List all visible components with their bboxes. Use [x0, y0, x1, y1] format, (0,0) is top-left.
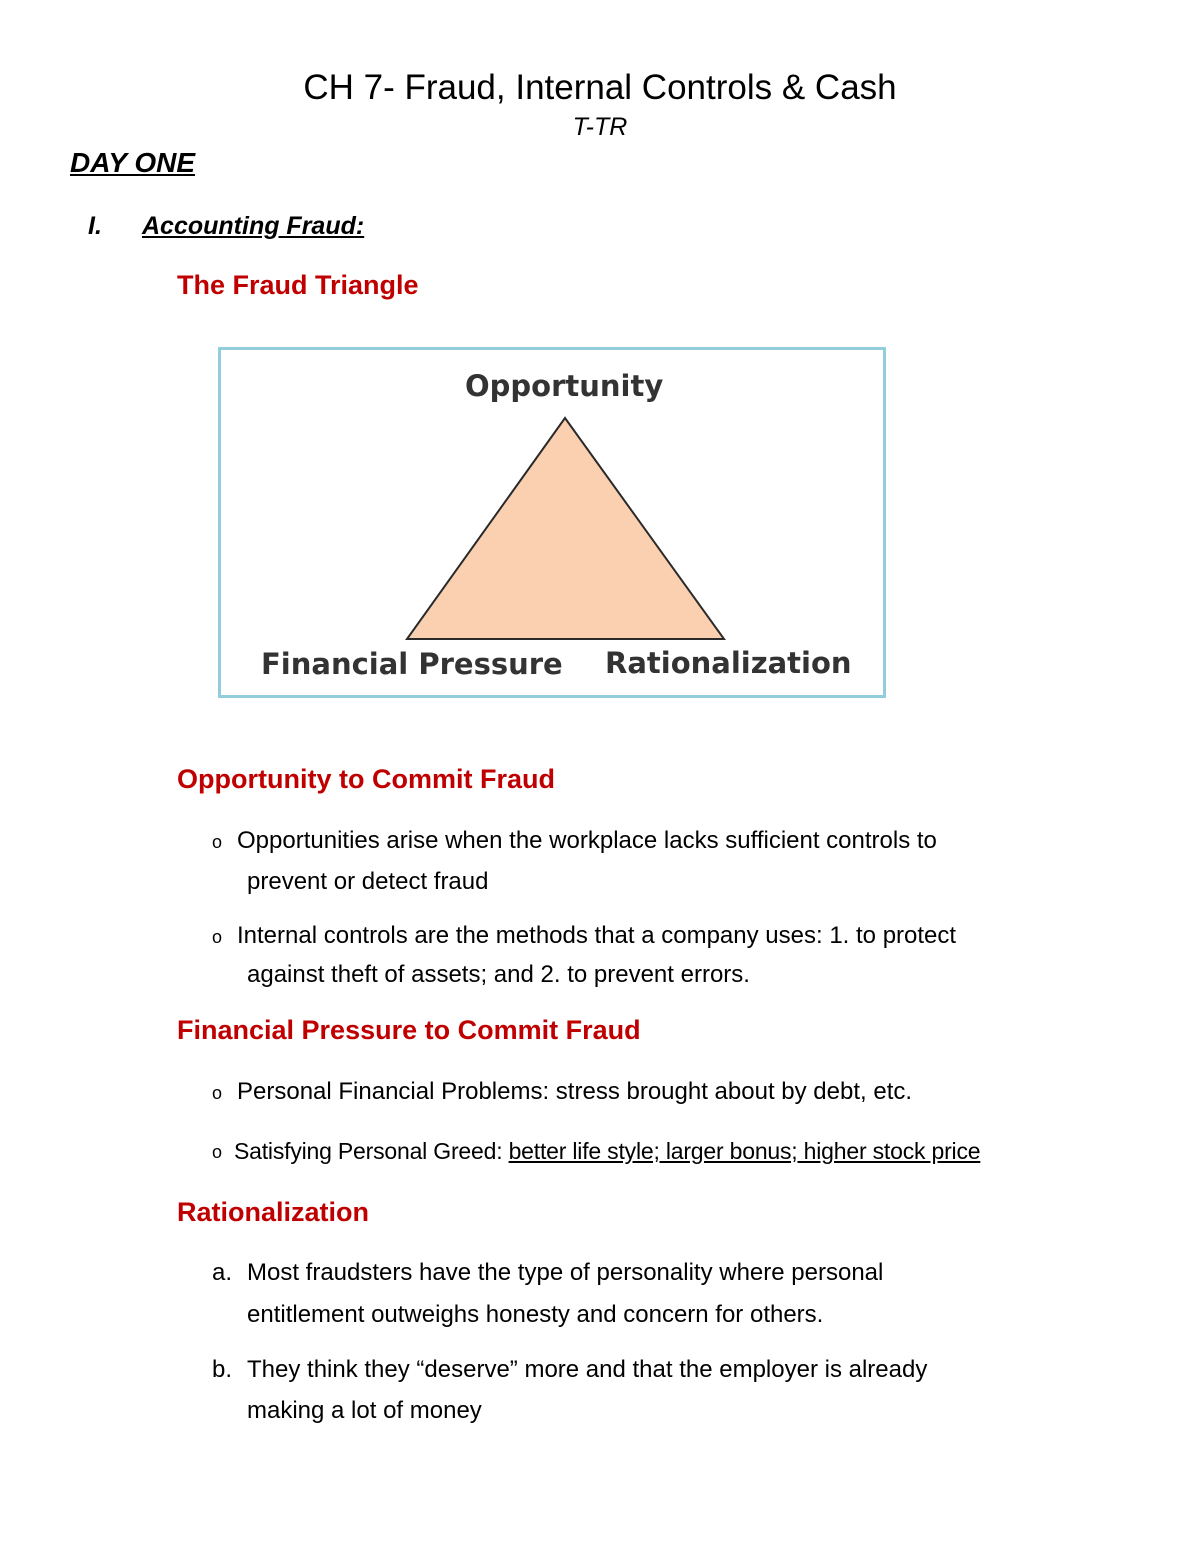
triangle-label-rationalization: Rationalization	[605, 646, 852, 680]
financial-pressure-heading: Financial Pressure to Commit Fraud	[177, 1015, 641, 1045]
list-item-text-continued: entitlement outweighs honesty and concern for others.	[247, 1301, 824, 1328]
bullet-marker: o	[212, 927, 223, 947]
fraud-triangle-diagram	[218, 347, 886, 698]
list-marker: b.	[212, 1356, 233, 1383]
fraud-triangle-shape	[407, 418, 724, 639]
list-item-text: Most fraudsters have the type of personality where personal	[247, 1259, 884, 1286]
triangle-label-opportunity: Opportunity	[465, 369, 664, 403]
triangle-label-financial-pressure: Financial Pressure	[261, 647, 563, 681]
bullet-marker: o	[212, 832, 223, 852]
list-item-text: Internal controls are the methods that a company uses: 1. to protect	[237, 922, 957, 949]
opportunity-heading: Opportunity to Commit Fraud	[177, 764, 555, 794]
list-item-text-continued: making a lot of money	[247, 1397, 482, 1424]
list-item-text: Opportunities arise when the workplace lacks sufficient controls to	[237, 827, 937, 854]
list-item-text-continued: against theft of assets; and 2. to prevent errors.	[247, 961, 750, 988]
section-numeral: I.	[88, 212, 102, 240]
list-marker: a.	[212, 1259, 233, 1286]
fraud-triangle-heading: The Fraud Triangle	[177, 270, 419, 300]
list-item-text	[234, 1137, 980, 1165]
page-subtitle: T-TR	[572, 113, 628, 141]
day-heading: DAY ONE	[70, 147, 195, 178]
greed-label: Satisfying Personal Greed:	[234, 1138, 509, 1164]
bullet-marker: o	[212, 1142, 223, 1162]
list-item-text-continued: prevent or detect fraud	[247, 868, 489, 895]
list-item-text: They think they “deserve” more and that the employer is already	[247, 1356, 928, 1383]
list-item-text: Personal Financial Problems: stress brought about by debt, etc.	[237, 1078, 913, 1105]
rationalization-heading: Rationalization	[177, 1197, 370, 1227]
bullet-marker: o	[212, 1083, 223, 1103]
page-title: CH 7- Fraud, Internal Controls & Cash	[303, 68, 897, 107]
section-title: Accounting Fraud:	[142, 212, 365, 240]
greed-examples: better life style; larger bonus; higher stock price	[508, 1138, 981, 1164]
